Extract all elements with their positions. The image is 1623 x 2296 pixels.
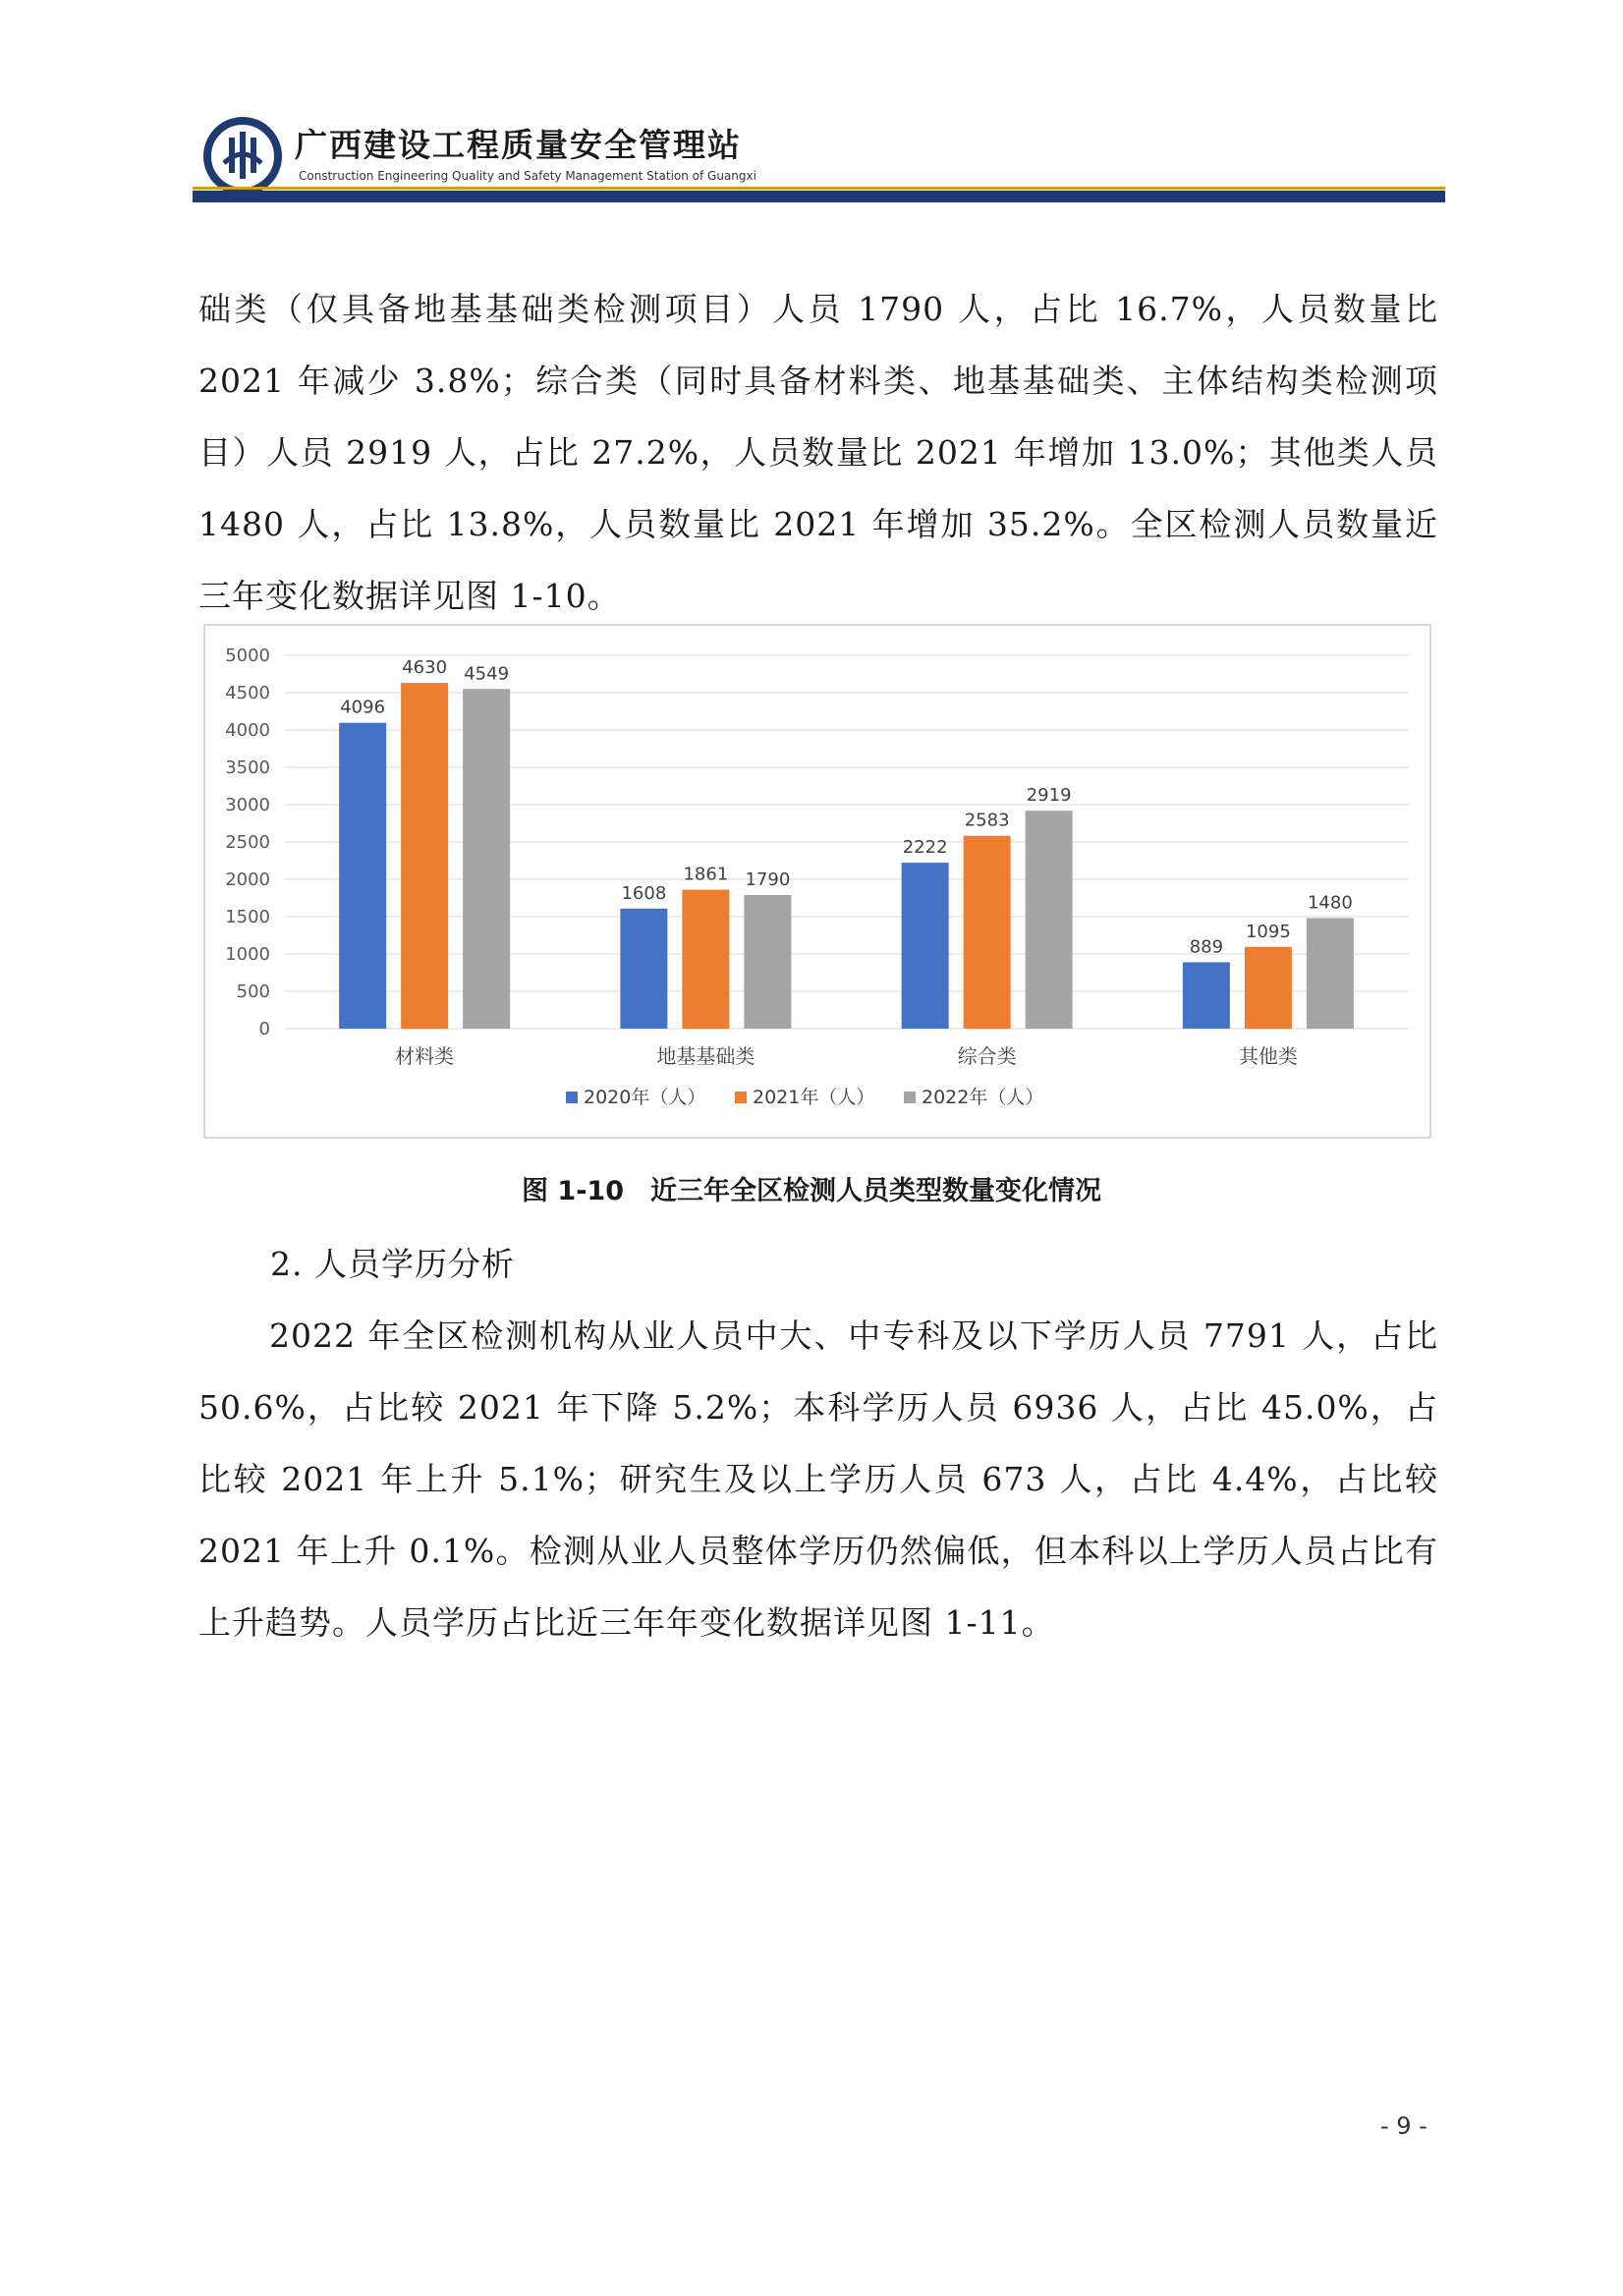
station-logo-icon xyxy=(202,116,283,196)
legend-label: 2020年（人） xyxy=(584,1087,706,1108)
data-label: 2919 xyxy=(1026,785,1072,807)
bar-chart xyxy=(203,624,1431,1139)
data-label: 2222 xyxy=(902,837,948,859)
page-header xyxy=(193,110,1445,208)
org-name-cn: 广西建设工程质量安全管理站 xyxy=(295,126,742,164)
header-rule-navy xyxy=(193,191,1445,202)
legend-label: 2022年（人） xyxy=(922,1087,1044,1108)
y-tick-label: 1500 xyxy=(225,907,270,927)
bar xyxy=(902,863,949,1029)
bar xyxy=(1307,919,1354,1029)
bar xyxy=(339,723,386,1029)
legend-swatch xyxy=(566,1092,578,1103)
x-category-label: 综合类 xyxy=(957,1044,1017,1068)
legend-swatch xyxy=(904,1092,916,1103)
bar xyxy=(1026,811,1073,1029)
bar xyxy=(1183,962,1230,1029)
data-label: 1480 xyxy=(1307,892,1353,914)
bar xyxy=(1245,947,1292,1029)
data-label: 4096 xyxy=(340,697,386,718)
y-tick-label: 3500 xyxy=(225,757,270,778)
x-category-label: 其他类 xyxy=(1238,1044,1298,1068)
x-category-label: 地基基础类 xyxy=(656,1044,756,1068)
legend-swatch xyxy=(735,1092,747,1103)
org-name-en: Construction Engineering Quality and Safety Management Station of Guangxi xyxy=(299,169,756,183)
header-rule-gold xyxy=(193,187,1445,190)
bar xyxy=(620,909,667,1029)
chart-canvas xyxy=(205,626,1433,1141)
body-paragraph-2: 2022 年全区检测机构从业人员中大、中专科及以下学历人员 7791 人，占比 50.6%，占比较 2021 年下降 5.2%；本科学历人员 6936 人，占比 45.0%，占比较 2021 年上升 5.1%；研究生及以上学历人员 673 人，占比 4.4%，占比较 2021 年上升 0.1%。检测从业人员整体学历仍然偏低，但本科以上学历人员占比有上升趋势。人员学历占比近三年年变化数据详见图 1-11。 xyxy=(198,1316,1438,1642)
bar xyxy=(964,836,1011,1029)
y-tick-label: 5000 xyxy=(225,645,270,666)
page-number: - 9 - xyxy=(1380,2112,1427,2140)
body-paragraph-1: 础类（仅具备地基基础类检测项目）人员 1790 人，占比 16.7%，人员数量比 2021 年减少 3.8%；综合类（同时具备材料类、地基基础类、主体结构类检测项目）人员 2919 人，占比 27.2%，人员数量比 2021 年增加 13.0%；其他类人员 1480 人，占比 13.8%，人员数量比 2021 年增加 35.2%。全区检测人员数量近三年变化数据详见图 1-10。 xyxy=(198,290,1438,615)
x-category-label: 材料类 xyxy=(395,1044,455,1068)
data-label: 4630 xyxy=(402,657,448,679)
data-label: 1790 xyxy=(745,868,791,890)
y-tick-label: 1000 xyxy=(225,944,270,965)
legend-label: 2021年（人） xyxy=(753,1087,875,1108)
data-label: 1608 xyxy=(621,882,667,904)
y-tick-label: 500 xyxy=(236,981,270,1002)
data-label: 889 xyxy=(1189,936,1224,958)
data-label: 1861 xyxy=(683,864,729,885)
y-tick-label: 2000 xyxy=(225,869,270,890)
data-label: 4549 xyxy=(464,663,510,685)
y-tick-label: 2500 xyxy=(225,832,270,853)
data-label: 1095 xyxy=(1245,921,1291,942)
bar xyxy=(682,890,729,1029)
y-tick-label: 0 xyxy=(258,1019,270,1039)
bar xyxy=(401,683,448,1029)
bar xyxy=(744,895,791,1029)
y-tick-label: 4500 xyxy=(225,683,270,703)
y-tick-label: 4000 xyxy=(225,720,270,741)
figure-caption: 图 1-10 近三年全区检测人员类型数量变化情况 xyxy=(522,1176,1101,1206)
section-heading: 2. 人员学历分析 xyxy=(270,1245,515,1283)
y-tick-label: 3000 xyxy=(225,795,270,815)
bar xyxy=(463,689,510,1029)
data-label: 2583 xyxy=(964,810,1010,831)
